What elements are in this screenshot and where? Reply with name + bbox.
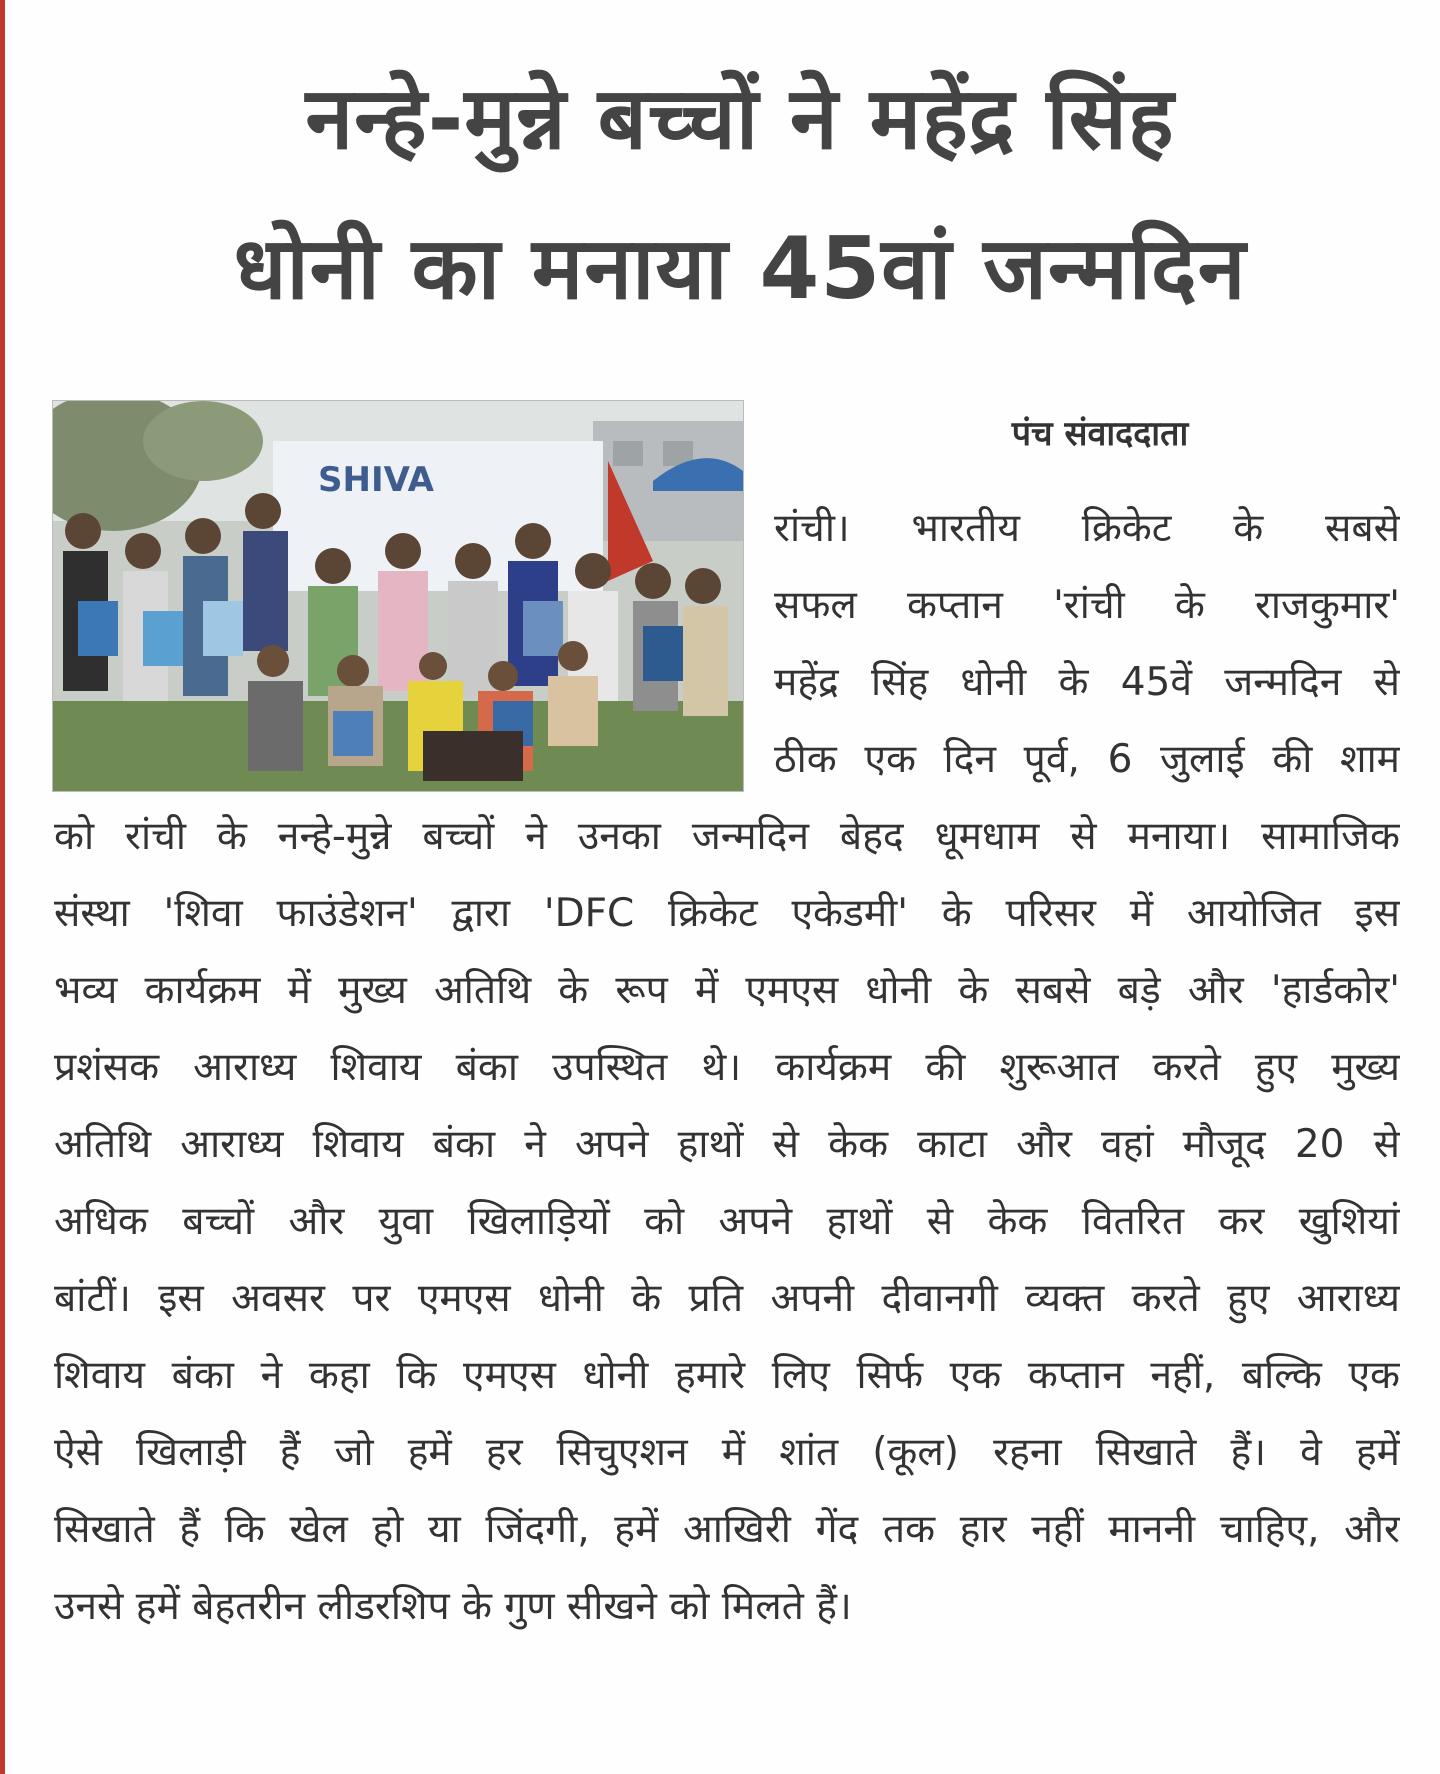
headline-line-2: धोनी का मनाया 45वां जन्मदिन xyxy=(233,219,1247,319)
photo-banner-text: SHIVA xyxy=(318,460,434,500)
article-line: शिवाय बंका ने कहा कि एमएस धोनी हमारे लिए सिर्फ एक कप्तान नहीं, बल्कि एक xyxy=(54,1353,1400,1398)
byline: पंच संवाददाता xyxy=(1011,414,1189,454)
article-line: को रांची के नन्हे-मुन्ने बच्चों ने उनका जन्मदिन बेहद धूमधाम से मनाया। सामाजिक xyxy=(54,814,1400,859)
article-line: ठीक एक दिन पूर्व, 6 जुलाई की शाम xyxy=(774,737,1400,782)
article-line: रांची। भारतीय क्रिकेट के सबसे xyxy=(774,506,1400,551)
article-line: बांटीं। इस अवसर पर एमएस धोनी के प्रति अपनी दीवानगी व्यक्त करते हुए आराध्य xyxy=(54,1276,1400,1321)
article-line: महेंद्र सिंह धोनी के 45वें जन्मदिन से xyxy=(774,660,1400,705)
article-line: प्रशंसक आराध्य शिवाय बंका उपस्थित थे। कार्यक्रम की शुरूआत करते हुए मुख्य xyxy=(54,1045,1400,1090)
headline-line-1: नन्हे-मुन्ने बच्चों ने महेंद्र सिंह xyxy=(305,69,1175,169)
article-line: सफल कप्तान 'रांची के राजकुमार' xyxy=(774,583,1400,628)
article-line: सिखाते हैं कि खेल हो या जिंदगी, हमें आखिरी गेंद तक हार नहीं माननी चाहिए, और xyxy=(54,1507,1400,1552)
article-body xyxy=(54,490,1400,1645)
article-line: अधिक बच्चों और युवा खिलाड़ियों को अपने हाथों से केक वितरित कर खुशियां xyxy=(54,1199,1400,1244)
left-edge-rule xyxy=(0,0,5,1774)
article-line: ऐसे खिलाड़ी हैं जो हमें हर सिचुएशन में शांत (कूल) रहना सिखाते हैं। वे हमें xyxy=(54,1430,1400,1475)
article-line: अतिथि आराध्य शिवाय बंका ने अपने हाथों से केक काटा और वहां मौजूद 20 से xyxy=(54,1122,1400,1167)
article-line: भव्य कार्यक्रम में मुख्य अतिथि के रूप में एमएस धोनी के सबसे बड़े और 'हार्डकोर' xyxy=(54,968,1400,1013)
article-line: उनसे हमें बेहतरीन लीडरशिप के गुण सीखने को मिलते हैं। xyxy=(54,1584,852,1629)
article-line: संस्था 'शिवा फाउंडेशन' द्वारा 'DFC क्रिकेट एकेडमी' के परिसर में आयोजित इस xyxy=(54,891,1400,936)
headline xyxy=(40,44,1440,344)
newspaper-clipping xyxy=(10,0,1440,1774)
